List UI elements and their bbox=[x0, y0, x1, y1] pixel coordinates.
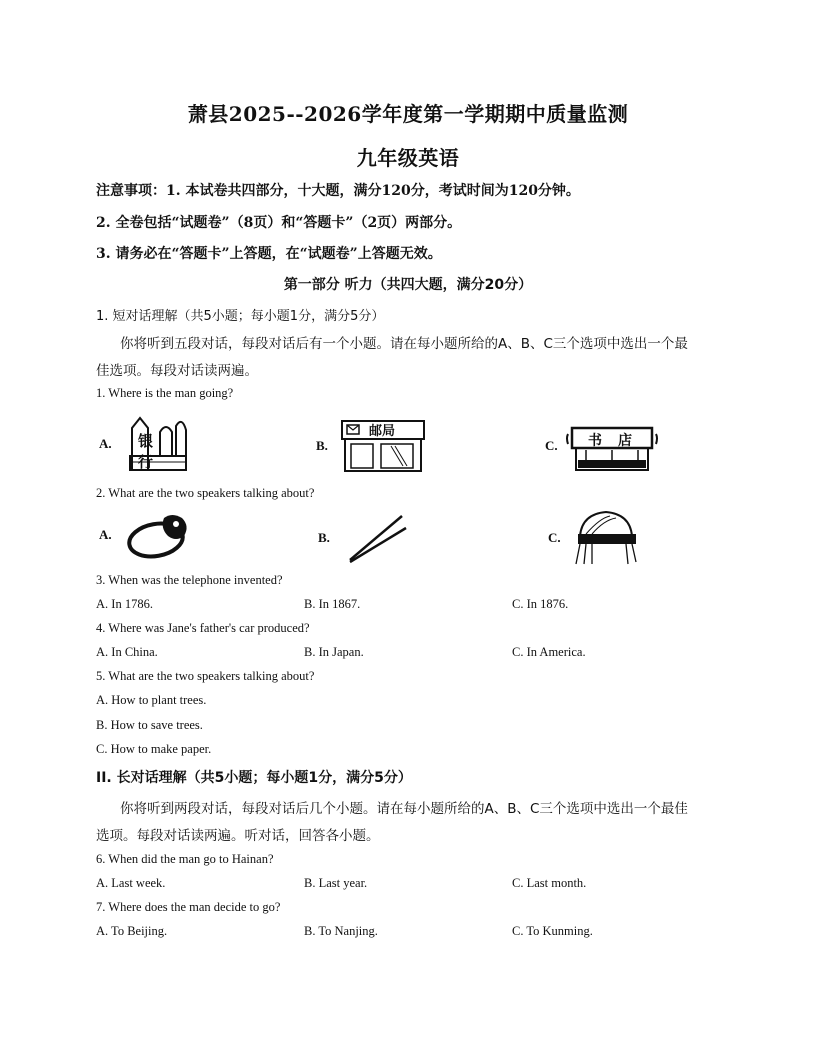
question-2-option-c-label: C. bbox=[548, 530, 561, 545]
bookstore-sign-char-1: 书 bbox=[588, 433, 602, 449]
question-7-stem: 7. Where does the man decide to go? bbox=[96, 900, 281, 914]
question-3-stem: 3. When was the telephone invented? bbox=[96, 573, 283, 587]
section1-instruction-line1: 你将听到五段对话，每段对话后有一个小题。请在每小题所给的A、B、C三个选项中选出一个最 bbox=[120, 336, 688, 352]
question-5-stem: 5. What are the two speakers talking about? bbox=[96, 669, 315, 683]
question-4-stem: 4. Where was Jane's father's car produced? bbox=[96, 621, 310, 635]
question-1-option-c-label: C. bbox=[545, 438, 558, 453]
exam-title: 萧县2025--2026学年度第一学期期中质量监测 bbox=[187, 102, 629, 126]
question-5-option-c: C. How to make paper. bbox=[96, 742, 212, 756]
question-7-option-c: C. To Kunming. bbox=[512, 924, 593, 938]
question-4-option-b: B. In Japan. bbox=[304, 645, 364, 659]
ring-picture bbox=[124, 510, 194, 562]
question-2-option-b-label: B. bbox=[318, 530, 330, 545]
question-3-option-b: B. In 1867. bbox=[304, 597, 361, 611]
question-6-option-a: A. Last week. bbox=[96, 876, 166, 890]
bookstore-picture bbox=[566, 420, 658, 476]
note-line-2: 2. 全卷包括“试题卷”（8页）和“答题卡”（2页）两部分。 bbox=[96, 215, 462, 231]
section2-instruction-line2: 选项。每段对话读两遍。听对话，回答各小题。 bbox=[96, 828, 380, 844]
question-4-option-a: A. In China. bbox=[96, 645, 158, 659]
question-6-stem: 6. When did the man go to Hainan? bbox=[96, 852, 274, 866]
section1-title: 1. 短对话理解（共5小题；每小题1分，满分5分） bbox=[96, 309, 385, 324]
question-1-stem: 1. Where is the man going? bbox=[96, 386, 234, 400]
question-2-option-a-label: A. bbox=[99, 527, 112, 542]
question-5-option-a: A. How to plant trees. bbox=[96, 693, 207, 707]
question-3-option-c: C. In 1876. bbox=[512, 597, 569, 611]
section1-instruction-line2: 佳选项。每段对话读两遍。 bbox=[96, 363, 258, 379]
question-7-option-b: B. To Nanjing. bbox=[304, 924, 378, 938]
question-6-option-c: C. Last month. bbox=[512, 876, 587, 890]
question-4-option-c: C. In America. bbox=[512, 645, 586, 659]
note-line-3: 3. 请务必在“答题卡”上答题，在“试题卷”上答题无效。 bbox=[96, 246, 442, 262]
question-7-option-a: A. To Beijing. bbox=[96, 924, 168, 938]
chopsticks-picture bbox=[344, 512, 408, 564]
question-1-option-a-label: A. bbox=[99, 436, 112, 451]
bank-sign-char-1: 银 bbox=[138, 432, 154, 450]
exam-subtitle: 九年级英语 bbox=[356, 146, 460, 170]
hat-picture bbox=[570, 508, 642, 568]
question-6-option-b: B. Last year. bbox=[304, 876, 368, 890]
bookstore-sign-char-2: 店 bbox=[618, 433, 632, 449]
part1-heading: 第一部分 听力（共四大题，满分20分） bbox=[283, 277, 533, 293]
section2-title: II. 长对话理解（共5小题；每小题1分，满分5分） bbox=[96, 770, 412, 786]
section2-instruction-line1: 你将听到两段对话，每段对话后几个小题。请在每小题所给的A、B、C三个选项中选出一个最佳 bbox=[120, 801, 688, 817]
post-office-sign: 邮局 bbox=[369, 424, 396, 439]
note-line-1: 注意事项：1. 本试卷共四部分，十大题，满分120分，考试时间为120分钟。 bbox=[96, 183, 580, 199]
question-5-option-b: B. How to save trees. bbox=[96, 718, 203, 732]
question-2-stem: 2. What are the two speakers talking about? bbox=[96, 486, 315, 500]
post-office-picture bbox=[339, 418, 429, 474]
question-1-option-b-label: B. bbox=[316, 438, 328, 453]
bank-sign-char-2: 行 bbox=[138, 453, 154, 471]
question-3-option-a: A. In 1786. bbox=[96, 597, 153, 611]
bank-picture bbox=[126, 412, 192, 474]
